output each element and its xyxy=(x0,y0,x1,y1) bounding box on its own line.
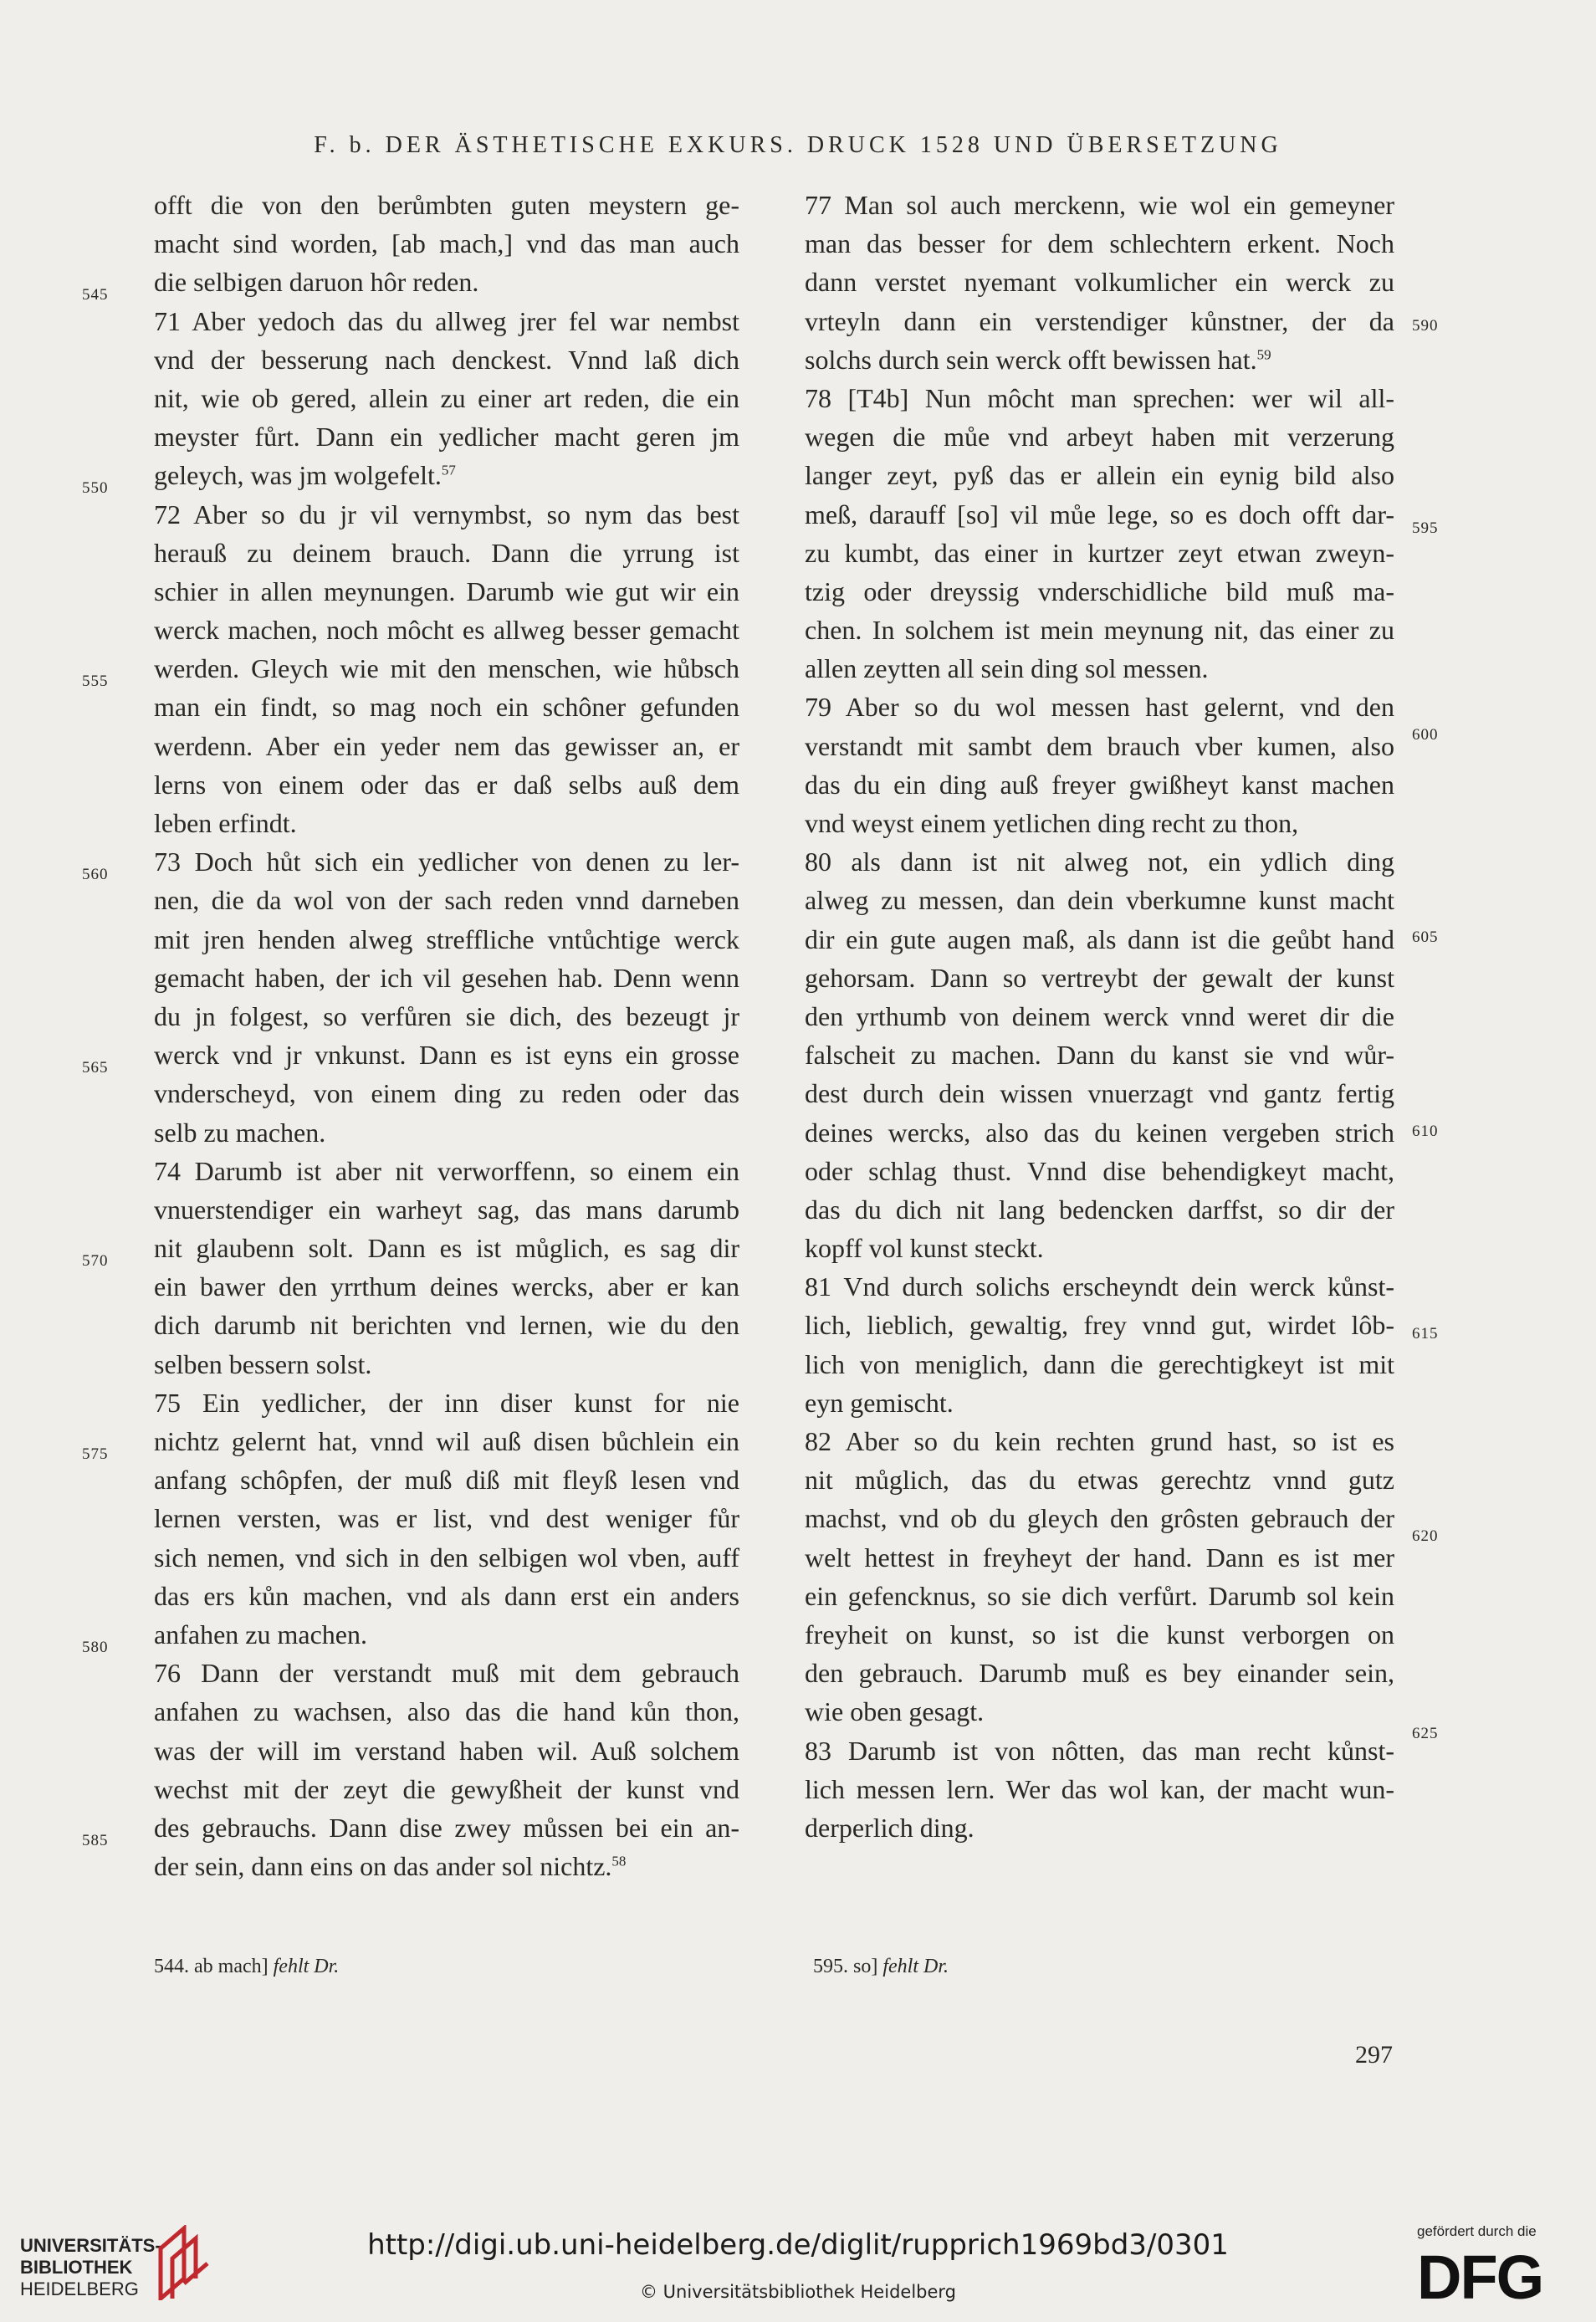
text-line: selb zu machen. xyxy=(154,1117,326,1148)
text-line: gemacht haben, der ich vil gesehen hab. Denn wenn xyxy=(154,962,739,993)
footnote-text: 544. ab mach] xyxy=(154,1956,274,1977)
text-line: ein gefencknus, so sie dich verfůrt. Darumb sol kein xyxy=(805,1580,1394,1611)
footnote-italic: fehlt Dr. xyxy=(273,1956,340,1977)
text-line: 83 Darumb ist von nôtten, das man recht kůnst- xyxy=(805,1735,1394,1766)
dfg-logo-icon: DFG xyxy=(1417,2243,1543,2312)
copyright-notice: © Universitätsbibliothek Heidelberg xyxy=(639,2282,956,2302)
funding-label: gefördert durch die xyxy=(1417,2223,1537,2239)
text-line: wechst mit der zeyt die gewyßheit der kunst vnd xyxy=(154,1773,739,1804)
text-line xyxy=(154,1847,739,1885)
text-line: vnd weyst einem yetlichen ding recht zu thon, xyxy=(805,808,1299,838)
text-line: den yrthumb von deinem werck vnnd weret dir die xyxy=(805,1000,1394,1031)
text-line: werck vnd jr vnkunst. Dann es ist eyns ein grosse xyxy=(154,1040,739,1071)
text-line: dir ein gute augen maß, als dann ist die geůbt hand xyxy=(805,923,1394,954)
text-line: 79 Aber so du wol messen hast gelernt, vnd den xyxy=(805,692,1394,723)
text-line: 76 Dann der verstandt muß mit dem gebrauch xyxy=(154,1658,739,1689)
text-line: anfang schôpfen, der muß diß mit fleyß lesen vnd xyxy=(154,1465,739,1496)
text-line: die selbigen daruon hôr reden. xyxy=(154,267,479,298)
text-line: was der will im verstand haben wil. Auß solchem xyxy=(154,1735,739,1766)
text-line: 73 Doch hůt sich ein yedlicher von denen zu ler- xyxy=(154,846,739,877)
text-line: vrteyln dann ein verstendiger kůnstner, der da xyxy=(805,305,1394,336)
text-line: dich darumb nit berichten vnd lernen, wie du den xyxy=(154,1310,739,1341)
text-line: wie oben gesagt. xyxy=(805,1696,985,1727)
text-line: vnderscheyd, von einem ding zu reden oder das xyxy=(154,1078,739,1109)
text-line xyxy=(805,340,1394,379)
text-line: gehorsam. Dann so vertreybt der gewalt der kunst xyxy=(805,962,1394,993)
text-line: anfahen zu wachsen, also das die hand kůn thon, xyxy=(154,1696,739,1727)
text-line: macht sind worden, [ab mach,] vnd das man auch xyxy=(154,228,739,259)
line-number: 615 xyxy=(1412,1325,1439,1343)
line-number: 560 xyxy=(82,866,109,883)
text-line: wegen die můe vnd arbeyt haben mit verzerung xyxy=(805,422,1394,453)
text-line: vnuerstendiger ein warheyt sag, das mans darumb xyxy=(154,1194,739,1225)
text-line: langer zeyt, pyß das er allein ein eynig bild also xyxy=(805,460,1394,491)
text-line: derperlich ding. xyxy=(805,1812,974,1843)
text-line: das ers kůn machen, vnd als dann erst ein anders xyxy=(154,1580,739,1611)
permalink-url[interactable]: http://digi.ub.uni-heidelberg.de/diglit/rupprich1969bd3/0301 xyxy=(367,2228,1229,2262)
footnote-ref: 58 xyxy=(611,1853,627,1869)
text-line: 82 Aber so du kein rechten grund hast, so ist es xyxy=(805,1426,1394,1456)
text-line: lerns von einem oder das er daß selbs auß dem xyxy=(154,769,739,800)
text-line: 78 [T4b] Nun môcht man sprechen: wer wil all- xyxy=(805,382,1394,413)
text-line: nichtz gelernt hat, vnnd wil auß disen bůchlein ein xyxy=(154,1426,739,1456)
text-line: 75 Ein yedlicher, der inn diser kunst for nie xyxy=(154,1387,739,1418)
text-line: oder schlag thust. Vnnd dise behendigkeyt macht, xyxy=(805,1155,1394,1186)
text-line: nit glaubenn solt. Dann es ist můglich, es sag dir xyxy=(154,1233,739,1264)
text-line: das du ein ding auß freyer gwißheyt kanst machen xyxy=(805,769,1394,800)
text-line: meß, darauff [so] vil můe lege, so es doch offt dar- xyxy=(805,499,1394,529)
text-line: verstandt mit sambt dem brauch vber kumen, also xyxy=(805,730,1394,761)
text-line: chen. In solchem ist mein meynung nit, das einer zu xyxy=(805,615,1394,646)
line-number: 590 xyxy=(1412,317,1439,335)
line-number: 550 xyxy=(82,479,109,497)
page-number: 297 xyxy=(1355,2041,1393,2069)
text-line: schier in allen meynungen. Darumb wie gut wir ein xyxy=(154,575,739,606)
footnote-italic: fehlt Dr. xyxy=(882,1956,949,1977)
text-line: vnd der besserung nach denckest. Vnnd laß dich xyxy=(154,344,739,375)
footnote-ref: 57 xyxy=(441,462,456,478)
text-line xyxy=(154,456,739,494)
text-line: tzig oder dreyssig vnderschidliche bild muß ma- xyxy=(805,575,1394,606)
text-line: leben erfindt. xyxy=(154,808,297,838)
text-line: dest durch dein wissen vnuerzagt vnd gantz fertig xyxy=(805,1078,1394,1109)
text-line: nit můglich, das du etwas gerechtz vnnd gutz xyxy=(805,1465,1394,1496)
text-line: du jn folgest, so verfůren sie dich, des bezeugt jr xyxy=(154,1000,739,1031)
running-header: F. b. DER ÄSTHETISCHE EXKURS. DRUCK 1528 UND ÜBERSETZUNG xyxy=(314,132,1282,158)
text-line: alweg zu messen, dan dein vberkumne kunst macht xyxy=(805,885,1394,916)
library-name-line: UNIVERSITÄTS- xyxy=(20,2235,161,2256)
text-line: meyster fůrt. Dann ein yedlicher macht geren jm xyxy=(154,422,739,453)
text-line: nit, wie ob gered, allein zu einer art reden, die ein xyxy=(154,382,739,413)
line-number: 610 xyxy=(1412,1123,1439,1140)
text-line: lich messen lern. Wer das wol kan, der macht wun- xyxy=(805,1773,1394,1804)
text-line: des gebrauchs. Dann dise zwey můssen bei ein an- xyxy=(154,1812,739,1843)
text-line: kopff vol kunst steckt. xyxy=(805,1233,1044,1264)
text-line: deines wercks, also das du keinen vergeben strich xyxy=(805,1117,1394,1148)
text-line: lich von meniglich, dann die gerechtigkeyt ist mit xyxy=(805,1348,1394,1379)
text-line-content: der sein, dann eins on das ander sol nichtz. xyxy=(154,1851,612,1882)
line-number: 595 xyxy=(1412,519,1439,537)
text-line: machst, vnd ob du gleych den grôsten gebrauch der xyxy=(805,1503,1394,1534)
line-number: 565 xyxy=(82,1059,109,1077)
footnote-right xyxy=(813,1956,949,1978)
text-line: herauß zu deinem brauch. Dann die yrrung ist xyxy=(154,537,739,568)
text-line: werdenn. Aber ein yeder nem das gewisser an, er xyxy=(154,730,739,761)
text-line: lich, lieblich, gewaltig, frey vnnd gut, wirdet lôb- xyxy=(805,1310,1394,1341)
text-line: falscheit zu machen. Dann du kanst sie vnd wůr- xyxy=(805,1040,1394,1071)
text-line: 72 Aber so du jr vil vernymbst, so nym das best xyxy=(154,499,739,529)
footnote-text: 595. so] xyxy=(813,1956,883,1977)
text-line: werck machen, noch môcht es allweg besser gemacht xyxy=(154,615,739,646)
text-line: ein bawer den yrrthum deines wercks, aber er kan xyxy=(154,1271,739,1302)
line-number: 600 xyxy=(1412,726,1439,744)
text-line: selben bessern solst. xyxy=(154,1348,372,1379)
text-line: werden. Gleych wie mit den menschen, wie hůbsch xyxy=(154,653,739,684)
line-number: 580 xyxy=(82,1639,109,1656)
text-line: zu kumbt, das einer in kurtzer zeyt etwan zweyn- xyxy=(805,537,1394,568)
text-line: sich nemen, vnd sich in den selbigen wol vben, auff xyxy=(154,1542,739,1573)
text-line: 74 Darumb ist aber nit verworffenn, so einem ein xyxy=(154,1155,739,1186)
footnote-left xyxy=(154,1956,339,1978)
line-number: 625 xyxy=(1412,1725,1439,1742)
text-line: man das besser for dem schlechtern erkent. Noch xyxy=(805,228,1394,259)
text-line: das du dich nit lang bedencken darffst, so dir der xyxy=(805,1194,1394,1225)
library-name-line: HEIDELBERG xyxy=(20,2279,139,2299)
text-line: anfahen zu machen. xyxy=(154,1619,367,1649)
line-number: 575 xyxy=(82,1445,109,1463)
text-line: freyheit on kunst, so ist die kunst verborgen on xyxy=(805,1619,1394,1649)
line-number: 605 xyxy=(1412,928,1439,946)
left-text-column xyxy=(154,186,739,1885)
text-line: lernen versten, was er list, vnd dest weniger fůr xyxy=(154,1503,739,1534)
text-line-content: geleych, was jm wolgefelt. xyxy=(154,460,442,491)
line-number: 545 xyxy=(82,286,109,304)
right-text-column xyxy=(805,186,1394,1847)
digitization-footer xyxy=(0,2200,1596,2322)
text-line: den gebrauch. Darumb muß es bey einander sein, xyxy=(805,1658,1394,1689)
text-line: welt hettest in freyheyt der hand. Dann es ist mer xyxy=(805,1542,1394,1573)
line-number: 570 xyxy=(82,1252,109,1270)
text-line: 80 als dann ist nit alweg not, ein ydlich ding xyxy=(805,846,1394,877)
line-number: 585 xyxy=(82,1832,109,1849)
text-line: 71 Aber yedoch das du allweg jrer fel war nembst xyxy=(154,305,739,336)
text-line: 81 Vnd durch solichs erscheyndt dein werck kůnst- xyxy=(805,1271,1394,1302)
text-line: 77 Man sol auch merckenn, wie wol ein gemeyner xyxy=(805,190,1394,220)
text-line: dann verstet nyemant volkumlicher ein werck zu xyxy=(805,267,1394,298)
text-line: man ein findt, so mag noch ein schôner gefunden xyxy=(154,692,739,723)
text-line: eyn gemischt. xyxy=(805,1387,954,1418)
text-line: mit jren henden alweg streffliche vntůchtige werck xyxy=(154,923,739,954)
line-number: 555 xyxy=(82,673,109,690)
text-line: offt die von den berůmbten guten meystern ge- xyxy=(154,190,739,220)
footnote-ref: 59 xyxy=(1256,346,1271,363)
text-line: nen, die da wol von der sach reden vnnd darneben xyxy=(154,885,739,916)
line-number: 620 xyxy=(1412,1527,1439,1545)
library-name-line: BIBLIOTHEK xyxy=(20,2257,133,2278)
text-line-content: solchs durch sein werck offt bewissen hat. xyxy=(805,344,1257,375)
text-line: allen zeytten all sein ding sol messen. xyxy=(805,653,1209,684)
